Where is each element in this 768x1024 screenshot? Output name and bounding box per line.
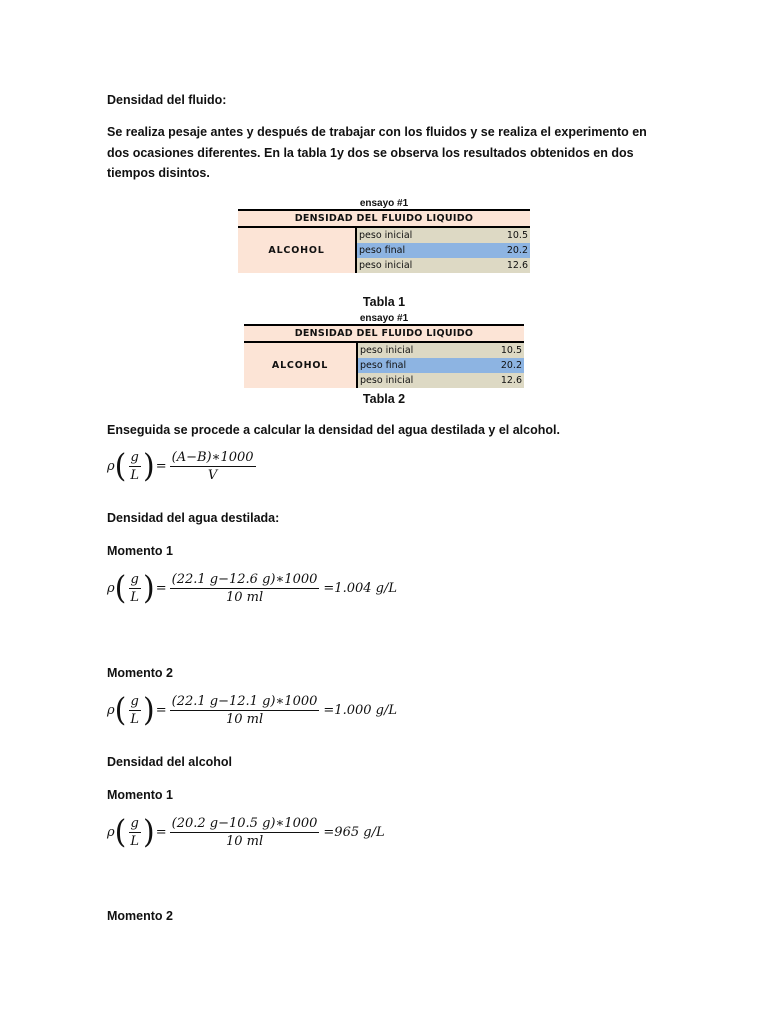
rho-symbol: ρ	[107, 581, 115, 596]
equals-sign: =	[155, 581, 167, 596]
table-cell-value: 12.6	[474, 373, 524, 388]
table-cell-label: peso final	[356, 243, 478, 258]
alcohol-moment2-heading: Momento 2	[107, 909, 173, 923]
alcohol-heading: Densidad del alcohol	[107, 755, 233, 769]
rho-symbol: ρ	[107, 825, 115, 840]
table-cell-value: 10.5	[478, 227, 530, 243]
table-2-header: DENSIDAD DEL FLUIDO LIQUIDO	[244, 325, 524, 342]
water-moment1-heading: Momento 1	[107, 544, 173, 558]
formula-result: =965 g/L	[323, 825, 385, 840]
table-2-caption: ensayo #1	[359, 313, 409, 324]
formula-alcohol-moment1: ρ ( $\frac{g}{L}$ ) = $\frac{(20.2 g-10.5 g)∗1000}{10 ml}$ =965 g/L	[107, 813, 385, 851]
table-cell-label: peso inicial	[357, 373, 474, 388]
formula-result: =1.004 g/L	[323, 581, 397, 596]
table-cell-label: peso final	[357, 358, 474, 373]
table-2-label: Tabla 2	[362, 392, 406, 406]
formula-numerator: (A−B)∗1000	[171, 450, 254, 465]
table-cell-label: peso inicial	[356, 227, 478, 243]
intro-paragraph: Se realiza pesaje antes y después de trabajar con los fluidos y se realiza el experimento en dos ocasiones diferentes. En la tabla 1y dos se observa los resultados obtenidos en dos tiempos disintos.	[107, 125, 647, 180]
unit-denominator: L	[130, 712, 140, 727]
table-1-group-label: ALCOHOL	[238, 227, 356, 273]
equals-sign: =	[155, 459, 167, 474]
section-title: Densidad del fluido:	[107, 93, 227, 107]
formula-numerator: (22.1 g−12.6 g)∗1000	[171, 572, 318, 587]
unit-numerator: g	[130, 816, 139, 831]
table-1-label: Tabla 1	[362, 295, 406, 309]
unit-numerator: g	[130, 694, 139, 709]
equals-sign: =	[155, 703, 167, 718]
water-moment2-heading: Momento 2	[107, 666, 173, 680]
table-2-block	[244, 313, 524, 388]
table-cell-value: 10.5	[474, 342, 524, 358]
unit-numerator: g	[130, 572, 139, 587]
table-2-group-label: ALCOHOL	[244, 342, 357, 388]
formula-water-moment2: ρ ( $\frac{g}{L}$ ) = $\frac{(22.1 g-12.1 g)∗1000}{10 ml}$ =1.000 g/L	[107, 691, 397, 729]
equals-sign: =	[155, 825, 167, 840]
table-cell-label: peso inicial	[357, 342, 474, 358]
table-row	[238, 227, 530, 243]
procedure-text: Enseguida se procede a calcular la densidad del agua destilada y el alcohol.	[107, 423, 560, 437]
rho-symbol: ρ	[107, 459, 115, 474]
formula-denominator: 10 ml	[225, 712, 264, 727]
table-1-caption: ensayo #1	[359, 198, 409, 209]
alcohol-moment1-heading: Momento 1	[107, 788, 173, 802]
rho-symbol: ρ	[107, 703, 115, 718]
formula-result: =1.000 g/L	[323, 703, 397, 718]
table-row	[244, 342, 524, 358]
table-cell-value: 20.2	[474, 358, 524, 373]
table-cell-label: peso inicial	[356, 258, 478, 273]
unit-denominator: L	[130, 834, 140, 849]
table-cell-value: 20.2	[478, 243, 530, 258]
formula-water-moment1: ρ ( $\frac{g}{L}$ ) = $\frac{(22.1 g-12.6 g)∗1000}{10 ml}$ =1.004 g/L	[107, 569, 397, 607]
formula-general: ρ ( $\frac{g}{L}$ ) = $\frac{(A-B)∗1000}{V}$	[107, 447, 254, 485]
formula-numerator: (22.1 g−12.1 g)∗1000	[171, 694, 318, 709]
unit-denominator: L	[130, 468, 140, 483]
formula-denominator: 10 ml	[225, 834, 264, 849]
unit-numerator: g	[130, 450, 139, 465]
formula-numerator: (20.2 g−10.5 g)∗1000	[171, 816, 318, 831]
table-1	[238, 209, 530, 273]
formula-denominator: 10 ml	[225, 590, 264, 605]
water-heading: Densidad del agua destilada:	[107, 511, 280, 525]
table-1-block	[238, 198, 530, 273]
table-2	[244, 324, 524, 388]
table-cell-value: 12.6	[478, 258, 530, 273]
unit-denominator: L	[130, 590, 140, 605]
table-1-header: DENSIDAD DEL FLUIDO LIQUIDO	[238, 210, 530, 227]
formula-denominator: V	[207, 468, 218, 483]
